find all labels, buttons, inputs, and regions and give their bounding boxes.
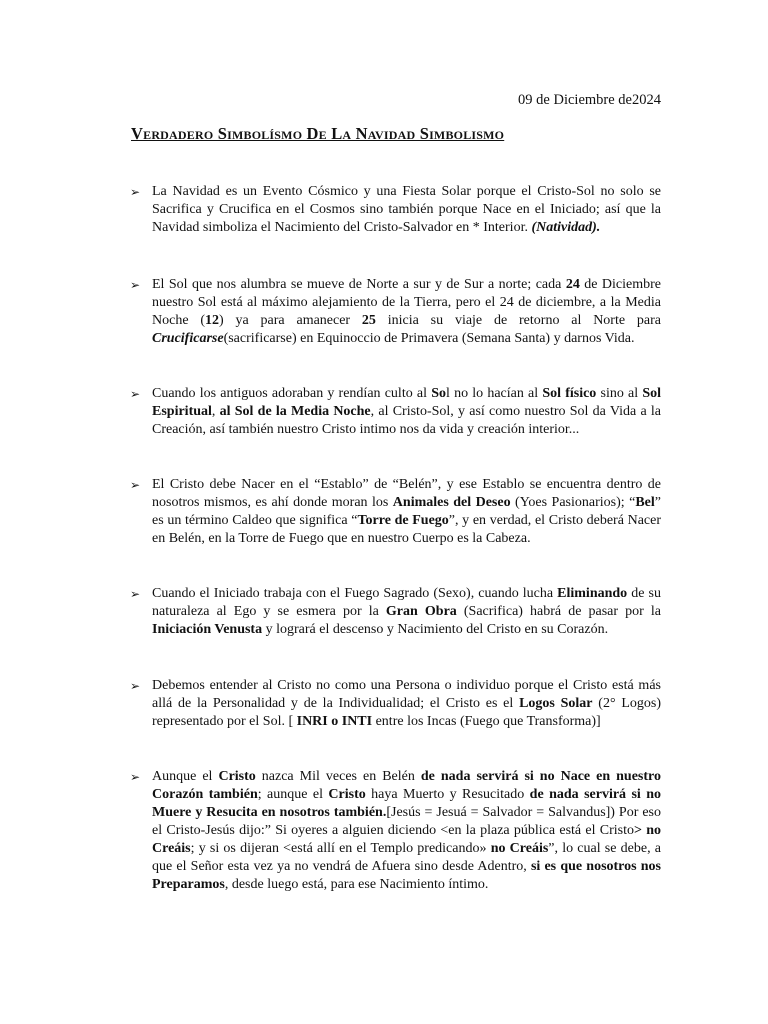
emphasis-text: > no Creáis [152, 823, 662, 856]
paragraph-text: (2° Logos) representado por el Sol. [ [152, 696, 661, 729]
paragraph-text: ; aunque el [257, 787, 329, 802]
paragraph-text: (Yoes Pasionarios); “ [510, 495, 636, 510]
arrow-bullet-icon: ➢ [130, 478, 141, 492]
paragraph-text: El Sol que nos alumbra se mueve de Norte a sur y de Sur a norte; cada [152, 277, 566, 292]
paragraph [152, 476, 661, 548]
paragraph [152, 768, 661, 894]
emphasis-text [152, 331, 224, 346]
emphasis-text: Sol Espiritual [152, 386, 661, 419]
paragraph-text: , desde luego está, para ese Nacimiento íntimo. [224, 877, 489, 892]
emphasis-text: (Natividad). [531, 220, 601, 235]
bullet-item [130, 768, 661, 894]
emphasis-text: si es que nosotros nos Preparamos [152, 859, 661, 892]
arrow-bullet-icon: ➢ [130, 278, 141, 292]
paragraph-text: , [211, 404, 220, 419]
paragraph-text: nazca Mil veces en Belén [255, 769, 421, 784]
arrow-bullet-icon: ➢ [130, 679, 141, 693]
paragraph-text: Debemos entender al Cristo no como una Persona o individuo porque el Cristo está más allá de la Personalidad y de la Individualidad; el Cristo es el [152, 678, 661, 711]
bullet-item [130, 385, 661, 439]
arrow-bullet-icon: ➢ [130, 185, 141, 199]
paragraph-text: Cuando los antiguos adoraban y rendían culto al [152, 386, 432, 401]
arrow-bullet-icon: ➢ [130, 387, 141, 401]
bullet-item [130, 476, 661, 548]
paragraph-text: de su naturaleza al Ego y se esmera por la [152, 586, 661, 619]
emphasis-text: Bel [635, 495, 655, 510]
paragraph-text: ; y si os dijeran <está allí en el Templo predicando» [190, 841, 491, 856]
emphasis-text: Logos Solar [519, 696, 593, 711]
emphasis-text: no Creáis [490, 841, 549, 856]
paragraph-text: El Cristo debe Nacer en el “Establo” de “Belén”, y ese Establo se encuentra dentro de nosotros mismos, es ahí donde moran los [152, 477, 661, 510]
paragraph-text: La Navidad es un Evento Cósmico y una Fiesta Solar porque el Cristo-Sol no solo se Sacrifica y Crucifica en el Cosmos sino también porque Nace en el Iniciado; así que la Navidad simboliza el Nacimiento del Cristo-Salvador en * Interior. [152, 184, 661, 235]
emphasis-text: Sol físico [542, 386, 597, 401]
bullet-item [130, 585, 661, 639]
paragraph-text: ”, y en verdad, el Cristo deberá Nacer en Belén, en la Torre de Fuego que en nuestro Cuerpo es la Cabeza. [152, 513, 661, 546]
paragraph-text: inicia su viaje de retorno al Norte para [375, 313, 661, 328]
paragraph-text: y logrará el descenso y Nacimiento del Cristo en su Corazón. [262, 622, 609, 637]
bullet-item [130, 677, 661, 731]
paragraph-text: de Diciembre nuestro Sol está al máximo alejamiento de la Tierra, pero el 24 de diciembre, a la Media Noche ( [152, 277, 662, 328]
document-title: Verdadero Simbolísmo De La Navidad Simbolismo [131, 124, 505, 143]
paragraph-text: ” es un término Caldeo que significa “ [152, 495, 661, 528]
paragraph-text: (Sacrifica) habrá de pasar por la [456, 604, 661, 619]
bullet-item [130, 276, 661, 348]
paragraph-text: Cuando el Iniciado trabaja con el Fuego Sagrado (Sexo), cuando lucha [152, 586, 558, 601]
paragraph [152, 183, 661, 237]
paragraph [152, 385, 661, 439]
paragraph-text: , al Cristo-Sol, y así como nuestro Sol da Vida a la Creación, así también nuestro Cristo intimo nos da vida y creación interior... [152, 404, 661, 437]
paragraph-text: ) ya para amanecer [219, 313, 362, 328]
emphasis-text: de nada servirá si no Muere y Resucita en nosotros también. [152, 787, 662, 820]
emphasis-text: al Sol de la Media Noche [219, 404, 371, 419]
emphasis-text: Crucificarse [152, 331, 224, 346]
emphasis-text: 25 [361, 313, 376, 328]
paragraph-text: sino al [596, 386, 643, 401]
emphasis-text: Gran Obra [385, 604, 457, 619]
paragraph-text: l no lo hacían al [446, 386, 543, 401]
emphasis-text: Animales del Deseo [392, 495, 511, 510]
paragraph-text: haya Muerto y Resucitado [365, 787, 530, 802]
emphasis-text: Cristo [328, 787, 366, 802]
emphasis-text: Iniciación Venusta [152, 622, 263, 637]
arrow-bullet-icon: ➢ [130, 587, 141, 601]
emphasis-text: Torre de Fuego [357, 513, 449, 528]
emphasis-text: So [431, 386, 446, 401]
emphasis-text: Cristo [218, 769, 256, 784]
arrow-bullet-icon: ➢ [130, 770, 141, 784]
paragraph-text: entre los Incas (Fuego que Transforma)] [372, 714, 601, 729]
emphasis-text [531, 220, 600, 235]
paragraph-text: (sacrificarse) en Equinoccio de Primavera (Semana Santa) y darnos Vida. [223, 331, 635, 346]
document-date: 09 de Diciembre de2024 [518, 92, 661, 108]
paragraph-text: Aunque el [152, 769, 219, 784]
paragraph [152, 585, 661, 639]
emphasis-text: 12 [205, 313, 220, 328]
emphasis-text: 24 [565, 277, 580, 292]
paragraph [152, 677, 661, 731]
emphasis-text: INRI o INTI [296, 714, 373, 729]
paragraph [152, 276, 661, 348]
paragraph-text: ”, lo cual se debe, a que el Señor esta vez ya no vendrá de Afuera sino desde Adentro, [152, 841, 661, 874]
emphasis-text: de nada servirá si no Nace en nuestro Corazón también [152, 769, 661, 802]
bullet-item [130, 183, 661, 237]
paragraph-text: [Jesús = Jesuá = Salvador = Salvandus]) Por eso el Cristo-Jesús dijo:” Si oyeres a alguien diciendo <en la plaza pública está el Cristo [152, 805, 661, 838]
emphasis-text: Eliminando [557, 586, 628, 601]
